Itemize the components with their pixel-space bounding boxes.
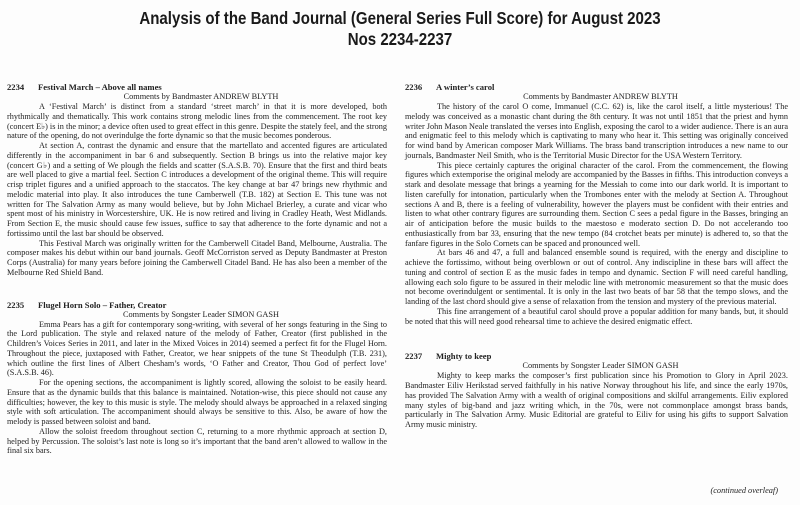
section-number: 2235 xyxy=(7,299,25,310)
paragraph: The history of the carol O come, Immanuel (C.C. 62) is, like the carol itself, a little mysterious! The melody was conceived as a monastic chant during the 8th century. It was not until 1851 that the priest and hymn writer John Mason Neale translated the verses into English, exposing the carol to a wider audience. There is an aura and enigmatic feel to this melody which is captivating to many who hear it. This setting was originally conceived for wind band by American composer Mark Williams. The brass band transcription introduces a new name to our journals, Bandmaster Neil Smith, who is the Territorial Music Director for the USA Western Territory. xyxy=(405,102,788,160)
section-byline: Comments by Bandmaster ANDREW BLYTH xyxy=(523,92,678,101)
section-heading: Flugel Horn Solo – Father, Creator xyxy=(38,299,167,310)
section-number: 2237 xyxy=(405,351,423,362)
section-byline: Comments by Songster Leader SIMON GASH xyxy=(522,361,679,371)
paragraph: At section A, contrast the dynamic and ensure that the martellato and accented figures are articulated differently in the accompaniment in bar 6 and subsequently. Section B brings us into the relative major key (concert G♭) and a setting of We plough the fields and scatter (S.A.S.B. 70). Ensure that the first and third beats are well placed to give a martial feel. Section C introduces a development of the original theme. This will require crisp triplet figures and a unified approach to the staccatos. The key change at bar 47 brings new rhythmic and melodic material into play. It also introduces the tune Camberwell (T.B. 182) at Section E. This tune was not written for The Salvation Army as many would believe, but by John Michael Brierley, a curate and vicar who spent most of his ministry in Worcestershire, UK. He is now retired and living in Cradley Heath, West Midlands. From Section E, the music should cause few issues, suffice to say that adherence to the forte dynamic and not a fortissimo until the last bar should be observed. xyxy=(7,141,387,238)
paragraph: This fine arrangement of a beautiful carol should prove a popular addition for many bands, but, it should be noted that this will need good rehearsal time to achieve the desired enigmatic effect. xyxy=(405,306,788,326)
paragraph: At bars 46 and 47, a full and balanced ensemble sound is required, with the energy and discipline to achieve the fortissimo, without being overblown or out of control. Any indiscipline in these bars will affect the tuning and control of section E as the music fades in tempo and dynamic. Section F will need careful handling, allowing each solo figure to be assured in their melodic line with metronomic measurement so that the music does not become overindulgent or sentimental. It is only in the last two beats of bar 58 that the tempo slows, and the landing of the last chord should give a sense of relaxation from the tension and mystery of the previous material. xyxy=(405,248,788,306)
section-heading: A winter’s carol xyxy=(436,82,495,92)
continued-overleaf-note: (continued overleaf) xyxy=(710,486,778,495)
section-heading: Mighty to keep xyxy=(436,351,492,362)
paragraph: This Festival March was originally written for the Camberwell Citadel Band, Melbourne, Australia. The composer makes his debut within our band journals. Geoff McCorriston served as Deputy Bandmaster at Preston Corps (Australia) for many years before joining the Camberwell Citadel Band. He has also been a member of the Melbourne Red Shield Band. xyxy=(7,238,387,277)
section-number: 2234 xyxy=(7,82,25,92)
section-2235 xyxy=(7,300,387,457)
paragraph: This piece certainly captures the original character of the carol. From the commencement, the flowing figures which extemporise the original melody are accompanied by the Basses in fifths. This introduction conveys a stark and desolate message that brings a yearning for the Messiah to come into our dark world. It is important to listen carefully for intonation, particularly when the Trombones enter with the melody at Section A. Throughout sections A and B, there is a feeling of vulnerability, however the players must be confident with their entries and listen to what other contrary figures are surrounding them. Section C sees a pedal figure in the Basses, bringing an air of anticipation before the music builds to the maestoso e moderato section D. Do not accelerando too enthusiastically from bar 33, ensuring that the new tempo (84 crotchet beats per minute) is adhered to, so that the fanfare figures in the Solo Cornets can be spaced and pronounced well. xyxy=(405,160,788,248)
page-title xyxy=(56,8,744,50)
paragraph: Emma Pears has a gift for contemporary song-writing, with several of her songs featuring in the Sing to the Lord publication. The style and relaxed nature of the melody of Father, Creator (first published in the Children’s Voices Series in 2011, and later in the Mixed Voices in 2014) seemed a perfect fit for the Flugel Horn. Throughout the piece, juxtaposed with Father, Creator, we hear snippets of the tune St Theodulph (T.B. 231), which outline the first lines of Albert Chesham’s words, ‘O Father and Creator, Thou God of perfect love’ (S.A.S.B. 46). xyxy=(7,319,387,378)
section-2237 xyxy=(405,351,788,430)
paragraph: For the opening sections, the accompaniment is lightly scored, allowing the soloist to be easily heard. Ensure that as the dynamic builds that this balance is maintained. Notation-wise, this piece should not cause any difficulties; however, the key to this music is style. The melody should always be approached in a relaxed singing style with soft articulation. The accompaniment should always be sensitive to this. Also, be aware of how the melody is passed between soloist and band. xyxy=(7,378,387,426)
section-byline: Comments by Bandmaster ANDREW BLYTH xyxy=(123,92,279,101)
paragraph: A ‘Festival March’ is distinct from a standard ‘street march’ in that it is more developed, both rhythmically and thematically. This work contains strong melodic lines from the commencement. The root key (concert E♭) is in the minor; a device often used to great effect in this genre. Despite the stately feel, and the strong nature of the opening, do not overindulge the forte dynamic so that the music becomes ponderous. xyxy=(7,102,387,141)
right-column xyxy=(405,82,788,430)
section-2234 xyxy=(7,82,387,278)
section-number: 2236 xyxy=(405,82,423,92)
paragraph: Mighty to keep marks the composer’s first publication since his Promotion to Glory in April 2023. Bandmaster Eiliv Herikstad served faithfully in his native Norway throughout his life, and since the early 1970s, has provided The Salvation Army with a wealth of original compositions and skilful arrangements. Eiliv explored many styles of big-band and jazz writing which, in the 70s, were not commonplace amongst brass bands, particularly in The Salvation Army. Music Editorial are grateful to Eiliv for using his gifts to support Salvation Army music ministry. xyxy=(405,371,788,429)
title-line-2: Nos 2234-2237 xyxy=(347,29,453,49)
section-heading: Festival March – Above all names xyxy=(38,82,162,92)
section-byline: Comments by Songster Leader SIMON GASH xyxy=(122,309,280,319)
title-line-1: Analysis of the Band Journal (General Series Full Score) for August 2023 xyxy=(139,8,661,28)
left-column xyxy=(7,82,387,456)
section-2236 xyxy=(405,82,788,326)
paragraph: Allow the soloist freedom throughout section C, returning to a more rhythmic approach at section D, helped by Percussion. The soloist’s last note is long so it’s important that the band aren’t allowed to wallow in the final six bars. xyxy=(7,426,387,456)
